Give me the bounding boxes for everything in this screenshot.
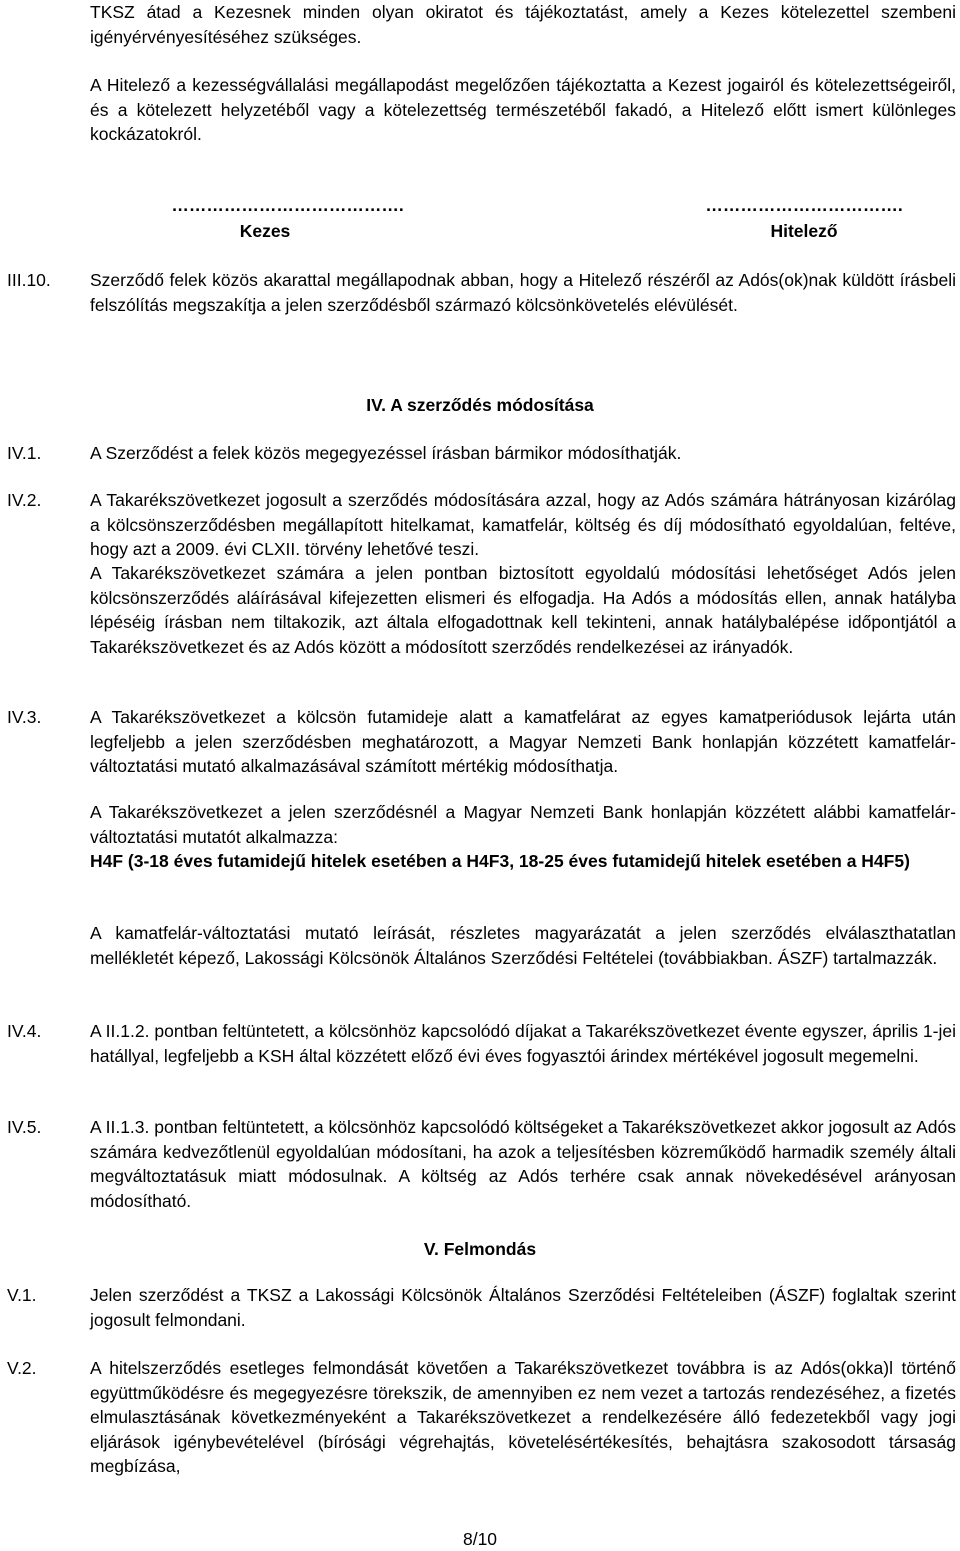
clause-number: V.1. (7, 1285, 37, 1305)
clause-text: A II.1.3. pontban feltüntetett, a kölcsönhöz kapcsolódó költségeket a Takarékszövetkezet akkor jogosult az Adós számára kedvezőtlenül egyoldalúan módosítani, ha azok a teljesítésben közreműködő harmadik személy általi megváltoztatásuk miatt módosulnak. A költség az Adós terhére csak annak növekedésével arányosan módosítható. (90, 1117, 956, 1211)
indicator-name: H4F (3-18 éves futamidejű hitelek esetében a H4F3, 18-25 éves futamidejű hitelek esetében a H4F5) (90, 851, 910, 871)
hitelezo-signature-label: Hitelező (770, 221, 838, 241)
clause-text: Szerződő felek közös akarattal megállapodnak abban, hogy a Hitelező részéről az Adós(ok)nak küldött írásbeli felszólítás megszakítja a jelen szerződésből származó kölcsönkövetelés elévülését. (90, 270, 956, 315)
clause-text: A Takarékszövetkezet a kölcsön futamideje alatt a kamatfelárat az egyes kamatperiódusok lejárta után legfeljebb a jelen szerződésben meghatározott, a Magyar Nemzeti Bank honlapján közzétett kamatfelár-változtatási mutató alkalmazásával számított mértékig módosíthatja. (90, 707, 956, 776)
clause-number: IV.3. (7, 707, 42, 727)
clause-number: IV.2. (7, 490, 42, 510)
clause-text: A II.1.2. pontban feltüntetett, a kölcsönhöz kapcsolódó díjakat a Takarékszövetkezet évente egyszer, április 1-jei hatállyal, legfeljebb a KSH által közzétett előző évi éves fogyasztói árindex mértékével jogosult megemelni. (90, 1021, 956, 1066)
intro-paragraph-1: TKSZ átad a Kezesnek minden olyan okiratot és tájékoztatást, amely a Kezes kötelezettel szembeni igényérvényesítéséhez szükséges. (90, 2, 956, 47)
clause-text-continued: A Takarékszövetkezet a jelen szerződésnél a Magyar Nemzeti Bank honlapján közzétett alábbi kamatfelár-változtatási mutatót alkalmazza: (90, 802, 956, 847)
clause-number: IV.1. (7, 443, 42, 463)
clause-text: A Takarékszövetkezet jogosult a szerződés módosítására azzal, hogy az Adós számára hátrányosan kizárólag a kölcsönszerződésben megállapított hitelkamat, kamatfelár, költség és díj módosítható egyoldalúan, feltéve, hogy azt a 2009. évi CLXII. törvény lehetővé teszi. (90, 490, 956, 559)
clause-text: A Szerződést a felek közös megegyezéssel írásban bármikor módosíthatják. (90, 443, 682, 463)
section-title-modification: IV. A szerződés módosítása (366, 395, 594, 415)
kezes-signature-label: Kezes (239, 221, 291, 241)
clause-text-continued: A kamatfelár-változtatási mutató leírását, részletes magyarázatát a jelen szerződés elválaszthatatlan mellékletét képező, Lakossági Kölcsönök Általános Szerződési Feltételei (továbbiakban. ÁSZF) tartalmazzák. (90, 923, 956, 968)
hitelezo-signature-line: ……………………………. (705, 195, 903, 215)
clause-text: A hitelszerződés esetleges felmondását követően a Takarékszövetkezet továbbra is az Adós(okka)l történő együttműködésre és megegyezésre törekszik, de amennyiben ez nem vezet a tartozás rendezéséhez, a fizetés elmulasztásának következményeként a Takarékszövetkezet a rendelkezésére álló fedezetekből vagy jogi eljárások igénybevételével (bírósági végrehajtás, követelésértékesítés, behajtásra szakosodott társaság megbízása, (90, 1358, 956, 1476)
page-number: 8/10 (462, 1529, 498, 1549)
clause-number: IV.5. (7, 1117, 42, 1137)
section-title-termination: V. Felmondás (423, 1239, 537, 1259)
kezes-signature-line: …………………………………. (171, 195, 404, 215)
intro-paragraph-2: A Hitelező a kezességvállalási megállapodást megelőzően tájékoztatta a Kezest jogairól és kötelezettségeiről, és a kötelezett helyzetéből vagy a kötelezettség természetéből fakadó, a Hitelező előtt ismert különleges kockázatokról. (90, 75, 956, 144)
clause-number: V.2. (7, 1358, 37, 1378)
clause-number: III.10. (7, 270, 51, 290)
clause-text: Jelen szerződést a TKSZ a Lakossági Kölcsönök Általános Szerződési Feltételeiben (ÁSZF) foglaltak szerint jogosult felmondani. (90, 1285, 956, 1330)
clause-text-continued: A Takarékszövetkezet számára a jelen pontban biztosított egyoldalú módosítási lehetőséget Adós jelen kölcsönszerződés aláírásával kifejezetten elismeri és elfogadja. Ha Adós a módosítás ellen, annak hatályba lépéséig írásban nem tiltakozik, azt általa elfogadottnak kell tekinteni, annak hatálybalépése időpontjától a Takarékszövetkezet és az Adós között a módosított szerződés rendelkezései az irányadók. (90, 563, 956, 657)
clause-number: IV.4. (7, 1021, 42, 1041)
